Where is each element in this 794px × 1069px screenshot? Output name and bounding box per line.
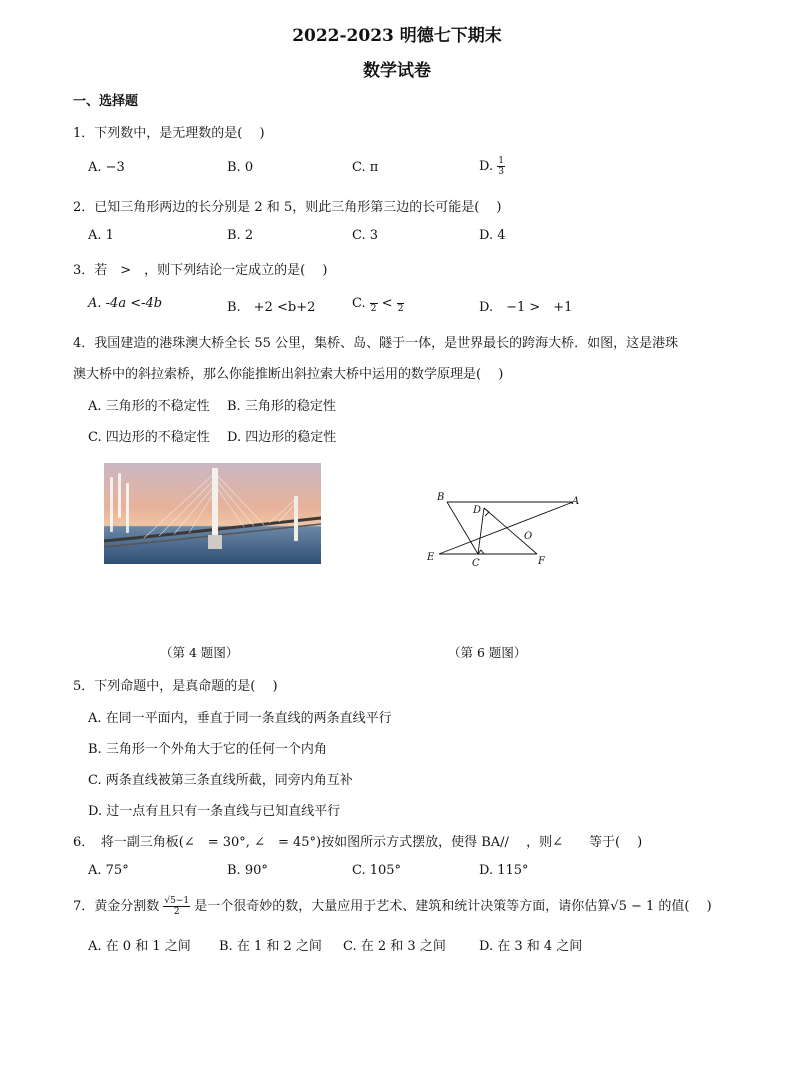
q7-option-c: C. 在 2 和 3 之间 bbox=[343, 939, 446, 954]
q1-option-d-label: D. bbox=[479, 159, 498, 174]
q3-option-c-relation: < bbox=[381, 296, 393, 311]
q4-option-b: B. 三角形的稳定性 bbox=[227, 399, 336, 414]
q5-option-b: B. 三角形一个外角大于它的任何一个内角 bbox=[88, 742, 327, 757]
q1-option-c: C. π bbox=[352, 160, 379, 175]
q6-option-b: B. 90° bbox=[227, 863, 268, 878]
q3-option-a: A. -4a <-4b bbox=[88, 296, 163, 311]
exam-subtitle: 数学试卷 bbox=[363, 61, 431, 81]
q7-stem-suffix: 是一个很奇妙的数，大量应用于艺术、建筑和统计决策等方面，请你估算√5 − 1 的值( ) bbox=[194, 899, 712, 914]
q5-option-d: D. 过一点有且只有一条直线与已知直线平行 bbox=[88, 804, 341, 819]
figure-6-caption: （第 6 题图） bbox=[448, 645, 527, 660]
q2-option-b: B. 2 bbox=[227, 228, 254, 243]
geometry-diagram bbox=[425, 488, 595, 573]
fraction-numerator bbox=[370, 293, 378, 304]
question-4-stem-line2: 澳大桥中的斜拉索桥，那么你能推断出斜拉索大桥中运用的数学原理是( ) bbox=[73, 367, 504, 382]
q3-option-b: B. +2 <b+2 bbox=[227, 300, 316, 315]
q1-option-b: B. 0 bbox=[227, 160, 254, 175]
q5-option-a: A. 在同一平面内，垂直于同一条直线的两条直线平行 bbox=[88, 711, 392, 726]
q3-option-c-right-fraction bbox=[397, 293, 405, 314]
question-7-stem bbox=[73, 895, 712, 917]
point-label-d: D bbox=[473, 505, 482, 516]
fraction-denominator: 2 bbox=[397, 304, 404, 314]
q6-option-a: A. 75° bbox=[88, 863, 129, 878]
point-label-c: C bbox=[472, 558, 480, 569]
figure-4-caption: （第 4 题图） bbox=[160, 645, 239, 660]
point-label-f: F bbox=[538, 556, 545, 567]
question-2-stem: 2．已知三角形两边的长分别是 2 和 5，则此三角形第三边的长可能是( ) bbox=[73, 200, 502, 215]
point-label-a: A bbox=[572, 496, 580, 507]
fraction-numerator: 1 bbox=[498, 156, 504, 166]
q3-option-c-left-fraction bbox=[370, 293, 378, 314]
point-label-b: B bbox=[437, 492, 445, 503]
question-6-stem: 6． 将一副三角板(∠ = 30°, ∠ = 45°)按如图所示方式摆放，使得 BA// ，则∠ 等于( ) bbox=[73, 835, 643, 850]
q2-option-d: D. 4 bbox=[479, 228, 506, 243]
bridge-photo bbox=[104, 463, 321, 564]
q1-option-d-fraction bbox=[497, 156, 505, 177]
q1-option-a: A. −3 bbox=[88, 160, 125, 175]
fraction-denominator: 2 bbox=[370, 304, 377, 314]
q3-option-d: D. −1 > +1 bbox=[479, 300, 573, 315]
fraction-denominator: 2 bbox=[173, 907, 180, 917]
question-5-stem: 5．下列命题中，是真命题的是( ) bbox=[73, 679, 278, 694]
fraction-numerator: √5−1 bbox=[164, 896, 190, 906]
question-4-stem-line1: 4．我国建造的港珠澳大桥全长 55 公里，集桥、岛、隧于一体，是世界最长的跨海大桥．如图，这是港珠 bbox=[73, 336, 679, 351]
fraction-numerator bbox=[397, 293, 405, 304]
q4-option-a: A. 三角形的不稳定性 bbox=[88, 399, 210, 414]
q7-golden-ratio-fraction bbox=[163, 896, 190, 917]
fraction-denominator: 3 bbox=[498, 167, 504, 177]
q3-option-c bbox=[352, 293, 404, 314]
q4-option-c: C. 四边形的不稳定性 bbox=[88, 430, 210, 445]
q6-option-d: D. 115° bbox=[479, 863, 529, 878]
point-label-e: E bbox=[427, 552, 435, 563]
q1-option-d bbox=[479, 156, 505, 177]
q3-option-c-label: C. bbox=[352, 296, 366, 311]
question-3-stem: 3．若 > ，则下列结论一定成立的是( ) bbox=[73, 263, 328, 278]
point-label-o: O bbox=[524, 531, 533, 542]
question-1-stem: 1．下列数中，是无理数的是( ) bbox=[73, 126, 265, 141]
q6-option-c: C. 105° bbox=[352, 863, 402, 878]
q4-option-d: D. 四边形的稳定性 bbox=[227, 430, 337, 445]
q2-option-c: C. 3 bbox=[352, 228, 379, 243]
q2-option-a: A. 1 bbox=[88, 228, 114, 243]
section-heading: 一、选择题 bbox=[73, 94, 139, 109]
q7-stem-prefix: 7．黄金分割数 bbox=[73, 899, 160, 914]
q5-option-c: C. 两条直线被第三条直线所截，同旁内角互补 bbox=[88, 773, 353, 788]
exam-title: 2022-2023 明德七下期末 bbox=[292, 26, 502, 46]
q7-option-a: A. 在 0 和 1 之间 bbox=[88, 939, 191, 954]
q7-option-b: B. 在 1 和 2 之间 bbox=[219, 939, 322, 954]
q7-option-d: D. 在 3 和 4 之间 bbox=[479, 939, 583, 954]
